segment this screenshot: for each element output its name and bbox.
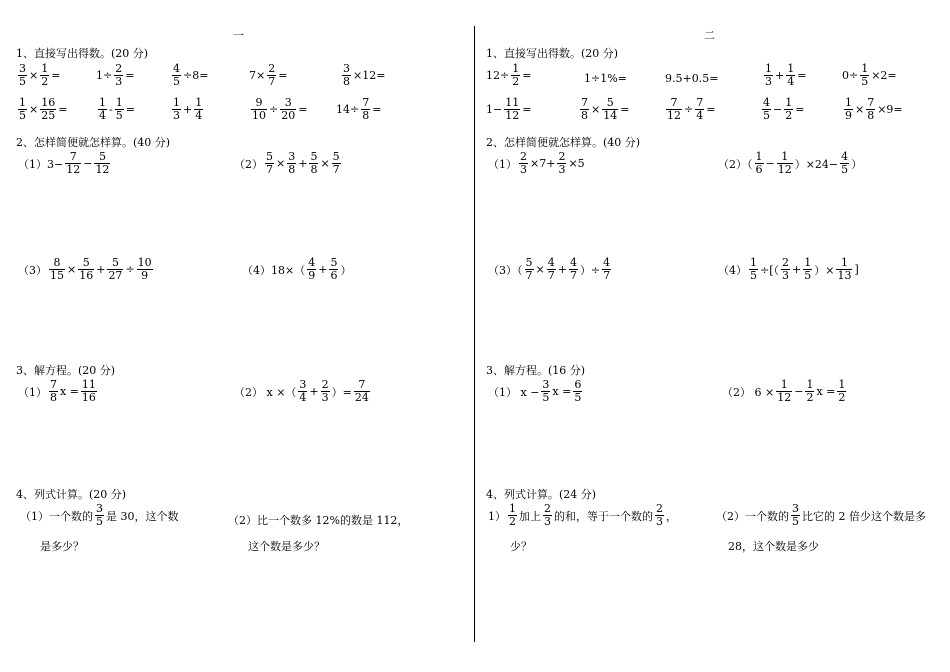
right-q2-1: （1） $\frac{2}{3}$ ×7+ $\frac{2}{3}$ ×5 [488, 150, 585, 176]
fraction-denominator: 8 [343, 75, 350, 88]
fraction [791, 503, 800, 528]
right-q1-2: 1÷1%= [584, 72, 627, 85]
fraction [115, 97, 124, 122]
fraction [786, 63, 795, 88]
fraction [504, 97, 520, 122]
fraction-denominator: 3 [558, 163, 566, 176]
fraction-numerator: 7 [354, 379, 370, 392]
right-q4-1-cont: 少？ [510, 540, 532, 553]
fraction-numerator: 1 [861, 62, 869, 75]
fraction [781, 257, 790, 282]
fraction-numerator: 5 [266, 150, 273, 163]
fraction-denominator: 5 [542, 391, 550, 404]
fraction [309, 151, 318, 176]
fraction [755, 151, 764, 176]
left-q1-6: $\frac{1}{5}$ × $\frac{16}{25}$ = [19, 96, 68, 122]
left-q2-4: （4）18×（ $\frac{4}{9}$ + $\frac{5}{6}$ ） [242, 256, 352, 282]
fraction-denominator: 5 [792, 515, 799, 528]
right-q4-2: （2）一个数的 $\frac{3}{5}$ 比它的 2 倍少这个数是多 [716, 502, 926, 528]
fraction-numerator: 16 [41, 96, 56, 109]
fraction-denominator: 4 [696, 109, 704, 122]
fraction-denominator: 5 [804, 269, 812, 282]
fraction-numerator: 5 [94, 151, 110, 164]
fraction [525, 257, 534, 282]
fraction [329, 257, 338, 282]
fraction-denominator: 20 [281, 109, 296, 122]
right-q2-3: （3）（ $\frac{5}{7}$ × $\frac{4}{7}$ + $\frac{4}{7}$ ）÷ $\frac{4}{7}$ [488, 256, 611, 282]
fraction [508, 503, 517, 528]
fraction-numerator: 1 [765, 62, 772, 75]
fraction-numerator: 3 [19, 62, 26, 75]
fraction-denominator: 3 [544, 515, 551, 528]
fraction-denominator: 3 [173, 109, 180, 122]
left-sheet-title: 一 [233, 29, 244, 42]
fraction-denominator: 7 [268, 75, 276, 88]
fraction-numerator: 1 [806, 378, 814, 391]
fraction-denominator: 2 [41, 75, 49, 88]
fraction [332, 151, 341, 176]
fraction-denominator: 3 [115, 75, 123, 88]
left-q1-1: $\frac{3}{5}$ × $\frac{1}{2}$ = [19, 62, 61, 88]
fraction-numerator: 1 [41, 62, 49, 75]
fraction-numerator: 2 [321, 378, 329, 391]
fraction-numerator: 9 [251, 97, 267, 110]
fraction-numerator: 1 [512, 62, 520, 75]
fraction-numerator: 4 [841, 150, 849, 163]
fraction-numerator: 7 [666, 97, 682, 110]
fraction [784, 97, 793, 122]
fraction-numerator: 4 [173, 62, 180, 75]
left-q1-9: $\frac{9}{10}$ ÷ $\frac{3}{20}$ = [252, 96, 308, 122]
fraction-denominator: 8 [867, 109, 875, 122]
fraction-denominator: 2 [509, 515, 516, 528]
fraction-numerator: 8 [49, 257, 65, 270]
fraction-denominator: 8 [310, 163, 318, 176]
fraction-numerator: 7 [362, 96, 370, 109]
fraction-denominator: 14 [603, 109, 618, 122]
left-q2-3: （3） $\frac{8}{15}$ × $\frac{5}{16}$ + $\frac{5}{27}$ ÷ $\frac{10}{9}$ [18, 256, 152, 282]
fraction [287, 151, 296, 176]
fraction-numerator: 6 [574, 378, 582, 391]
right-q1-8: $\frac{7}{12}$ ÷ $\frac{7}{4}$ = [667, 96, 716, 122]
fraction-denominator: 5 [115, 109, 123, 122]
left-section2-title: 2、怎样简便就怎样算。(40 分) [16, 136, 171, 149]
fraction [251, 97, 267, 122]
right-q4-2-cont: 28，这个数是多少 [728, 540, 819, 553]
fraction-numerator: 1 [836, 257, 852, 270]
fraction-numerator: 2 [268, 62, 276, 75]
fraction-denominator: 4 [299, 391, 307, 404]
fraction-denominator: 4 [195, 109, 203, 122]
fraction-denominator: 5 [763, 109, 770, 122]
fraction [265, 151, 274, 176]
fraction-numerator: 1 [804, 256, 812, 269]
fraction [342, 63, 351, 88]
fraction-numerator: 3 [288, 150, 296, 163]
fraction [836, 257, 852, 282]
right-section3-title: 3、解方程。(16 分) [486, 364, 586, 377]
right-q2-4: （4） $\frac{1}{5}$ ÷[（ $\frac{2}{3}$ + $\frac{1}{5}$ ）× $\frac{1}{13}$ ] [718, 256, 859, 282]
fraction-denominator: 2 [512, 75, 520, 88]
fraction [749, 257, 758, 282]
left-section3-title: 3、解方程。(20 分) [16, 364, 116, 377]
fraction-numerator: 1 [173, 96, 180, 109]
fraction-numerator: 1 [777, 151, 793, 164]
fraction [580, 97, 589, 122]
fraction-denominator: 12 [667, 109, 681, 122]
fraction [307, 257, 316, 282]
fraction-numerator: 1 [509, 502, 516, 515]
right-sheet-title: 二 [704, 29, 715, 42]
fraction-denominator: 7 [525, 269, 533, 282]
fraction-denominator: 7 [332, 163, 340, 176]
fraction-numerator: 4 [569, 256, 577, 269]
left-q1-4: 7× $\frac{2}{7}$ = [249, 62, 288, 88]
fraction-denominator: 12 [95, 163, 110, 176]
fraction-denominator: 3 [765, 75, 772, 88]
fraction-denominator: 5 [19, 109, 26, 122]
left-q4-1-cont: 是多少？ [40, 540, 84, 553]
fraction-numerator: 5 [330, 256, 338, 269]
fraction [114, 63, 123, 88]
fraction-numerator: 1 [776, 379, 792, 392]
right-q2-2: （2）（ $\frac{1}{6}$ − $\frac{1}{12}$ ）×24− $\frac{4}{5}$ ） [718, 150, 863, 176]
fraction-denominator: 3 [520, 163, 527, 176]
right-q1-4: $\frac{1}{3}$ + $\frac{1}{4}$ = [765, 62, 807, 88]
fraction [547, 257, 556, 282]
fraction-numerator: 5 [78, 257, 94, 270]
left-section1-title: 1、直接写出得数。(20 分) [16, 47, 149, 60]
fraction-numerator: 3 [280, 97, 296, 110]
fraction-denominator: 12 [777, 391, 792, 404]
fraction-numerator: 3 [542, 378, 550, 391]
fraction-numerator: 3 [96, 502, 103, 515]
fraction-numerator: 1 [845, 96, 852, 109]
fraction-numerator: 2 [520, 150, 527, 163]
right-q1-1: 12÷ $\frac{1}{2}$ = [486, 62, 532, 88]
fraction-numerator: 1 [195, 96, 203, 109]
fraction [666, 97, 682, 122]
fraction-numerator: 1 [750, 256, 757, 269]
left-q2-2: （2） $\frac{5}{7}$ × $\frac{3}{8}$ + $\frac{5}{8}$ × $\frac{5}{7}$ [234, 150, 340, 176]
fraction-numerator: 4 [763, 96, 770, 109]
fraction [94, 151, 110, 176]
fraction [49, 379, 58, 404]
right-q1-6: 1− $\frac{11}{12}$ = [486, 96, 532, 122]
fraction-denominator: 9 [141, 269, 149, 282]
fraction-denominator: 15 [50, 269, 64, 282]
fraction-numerator: 5 [332, 150, 340, 163]
fraction [602, 97, 618, 122]
right-q4-1: 1） $\frac{1}{2}$ 加上 $\frac{2}{3}$ 的和，等于一个数的 $\frac{2}{3}$ ， [488, 502, 677, 528]
fraction [602, 257, 611, 282]
fraction-denominator: 13 [837, 269, 852, 282]
fraction [280, 97, 296, 122]
right-q1-9: $\frac{4}{5}$ − $\frac{1}{2}$ = [763, 96, 805, 122]
fraction [194, 97, 203, 122]
fraction [557, 151, 566, 176]
fraction-denominator: 3 [782, 269, 790, 282]
fraction-denominator: 10 [252, 109, 266, 122]
fraction-denominator: 5 [96, 515, 103, 528]
fraction-denominator: 16 [81, 391, 96, 404]
fraction [655, 503, 664, 528]
left-q2-1: （1）3− $\frac{7}{12}$ − $\frac{5}{12}$ [18, 150, 110, 176]
fraction-denominator: 2 [838, 391, 846, 404]
fraction [81, 379, 97, 404]
fraction-denominator: 9 [308, 269, 316, 282]
fraction [267, 63, 276, 88]
fraction [172, 63, 181, 88]
fraction [18, 63, 27, 88]
fraction-numerator: 4 [603, 256, 611, 269]
fraction-numerator: 1 [99, 96, 106, 109]
fraction-denominator: 5 [841, 163, 849, 176]
fraction-denominator: 12 [777, 163, 792, 176]
fraction-numerator: 1 [785, 96, 793, 109]
fraction-numerator: 3 [343, 62, 350, 75]
fraction [803, 257, 812, 282]
fraction [519, 151, 528, 176]
fraction-numerator: 10 [137, 256, 152, 269]
fraction-denominator: 8 [50, 391, 57, 404]
fraction [764, 63, 773, 88]
fraction-numerator: 1 [787, 62, 795, 75]
fraction-numerator: 2 [558, 150, 566, 163]
fraction-denominator: 7 [547, 269, 555, 282]
fraction-denominator: 4 [99, 109, 106, 122]
fraction-numerator: 7 [50, 378, 57, 391]
fraction-numerator: 4 [547, 256, 555, 269]
fraction-denominator: 9 [845, 109, 852, 122]
fraction-numerator: 7 [696, 96, 704, 109]
right-q1-7: $\frac{7}{8}$ × $\frac{5}{14}$ = [581, 96, 630, 122]
fraction-denominator: 3 [656, 515, 663, 528]
fraction-numerator: 4 [308, 256, 316, 269]
left-q1-7: $\frac{1}{4}$ - $\frac{1}{5}$ = [99, 96, 135, 122]
fraction [840, 151, 849, 176]
fraction-numerator: 2 [656, 502, 663, 515]
fraction [695, 97, 704, 122]
fraction [78, 257, 94, 282]
left-q4-2-cont: 这个数是多少？ [248, 540, 325, 553]
fraction-numerator: 3 [792, 502, 799, 515]
left-q4-1: （1）一个数的 $\frac{3}{5}$ 是 30，这个数 [20, 502, 179, 528]
fraction-numerator: 5 [107, 257, 123, 270]
fraction [65, 151, 81, 176]
left-q3-2: （2） x ×（ $\frac{3}{4}$ + $\frac{2}{3}$ ）= $\frac{7}{24}$ [234, 378, 369, 404]
fraction-numerator: 1 [838, 378, 846, 391]
fraction-denominator: 5 [750, 269, 757, 282]
left-q1-2: 1÷ $\frac{2}{3}$ = [96, 62, 135, 88]
fraction-denominator: 7 [266, 163, 273, 176]
fraction-denominator: 25 [41, 109, 56, 122]
fraction-denominator: 6 [755, 163, 763, 176]
fraction-numerator: 5 [525, 256, 533, 269]
fraction [298, 379, 307, 404]
fraction-numerator: 7 [867, 96, 875, 109]
fraction [573, 379, 582, 404]
fraction-denominator: 5 [574, 391, 582, 404]
page-divider [474, 26, 475, 642]
fraction-numerator: 7 [581, 96, 588, 109]
fraction-denominator: 5 [173, 75, 180, 88]
right-q3-2: （2） 6 × $\frac{1}{12}$ − $\frac{1}{2}$ x = $\frac{1}{2}$ [722, 378, 846, 404]
fraction-denominator: 5 [861, 75, 869, 88]
fraction [776, 379, 792, 404]
right-q1-10: $\frac{1}{9}$ × $\frac{7}{8}$ ×9= [845, 96, 903, 122]
fraction [511, 63, 520, 88]
fraction [361, 97, 370, 122]
left-q1-10: 14÷ $\frac{7}{8}$ = [336, 96, 382, 122]
fraction-denominator: 2 [806, 391, 814, 404]
fraction [354, 379, 370, 404]
fraction-denominator: 5 [19, 75, 26, 88]
fraction-denominator: 24 [354, 391, 369, 404]
fraction [541, 379, 550, 404]
left-q1-3: $\frac{4}{5}$ ÷8= [173, 62, 209, 88]
left-q4-2: （2）比一个数多 12%的数是 112， [228, 514, 409, 527]
fraction [844, 97, 853, 122]
fraction [49, 257, 65, 282]
left-q1-8: $\frac{1}{3}$ + $\frac{1}{4}$ [173, 96, 203, 122]
right-q3-1: （1） x − $\frac{3}{5}$ x = $\frac{6}{5}$ [488, 378, 582, 404]
fraction-denominator: 12 [505, 109, 520, 122]
right-section4-title: 4、列式计算。(24 分) [486, 488, 597, 501]
fraction-denominator: 2 [785, 109, 793, 122]
fraction-numerator: 5 [602, 97, 618, 110]
fraction [172, 97, 181, 122]
fraction-numerator: 1 [19, 96, 26, 109]
fraction [569, 257, 578, 282]
fraction-denominator: 8 [362, 109, 370, 122]
fraction [98, 97, 107, 122]
fraction [837, 379, 846, 404]
fraction [40, 97, 56, 122]
fraction [543, 503, 552, 528]
left-q3-1: （1） $\frac{7}{8}$ x = $\frac{11}{16}$ [18, 378, 96, 404]
fraction-denominator: 8 [581, 109, 588, 122]
fraction-denominator: 6 [330, 269, 338, 282]
fraction-denominator: 3 [321, 391, 329, 404]
fraction-numerator: 2 [544, 502, 551, 515]
left-q1-5: $\frac{3}{8}$ ×12= [343, 62, 386, 88]
right-section2-title: 2、怎样简便就怎样算。(40 分) [486, 136, 641, 149]
fraction-numerator: 7 [65, 151, 81, 164]
fraction-denominator: 4 [787, 75, 795, 88]
fraction-denominator: 7 [569, 269, 577, 282]
fraction-numerator: 2 [782, 256, 790, 269]
fraction-numerator: 11 [81, 378, 96, 391]
fraction-numerator: 1 [755, 150, 763, 163]
fraction-denominator: 7 [603, 269, 611, 282]
fraction [137, 257, 153, 282]
fraction-denominator: 12 [66, 163, 81, 176]
fraction [95, 503, 104, 528]
fraction-numerator: 11 [505, 96, 520, 109]
fraction [40, 63, 49, 88]
fraction-numerator: 1 [115, 96, 123, 109]
right-section1-title: 1、直接写出得数。(20 分) [486, 47, 619, 60]
left-section4-title: 4、列式计算。(20 分) [16, 488, 127, 501]
fraction-denominator: 27 [108, 269, 123, 282]
fraction-numerator: 5 [310, 150, 318, 163]
fraction-numerator: 3 [299, 378, 307, 391]
fraction [107, 257, 123, 282]
right-q1-3: 9.5+0.5= [665, 72, 719, 85]
fraction [866, 97, 875, 122]
right-q1-5: 0÷ $\frac{1}{5}$ ×2= [842, 62, 897, 88]
fraction [777, 151, 793, 176]
fraction [321, 379, 330, 404]
fraction [762, 97, 771, 122]
fraction-denominator: 16 [79, 269, 94, 282]
fraction [18, 97, 27, 122]
fraction-numerator: 2 [115, 62, 123, 75]
fraction-denominator: 8 [288, 163, 296, 176]
fraction [805, 379, 814, 404]
fraction [860, 63, 869, 88]
